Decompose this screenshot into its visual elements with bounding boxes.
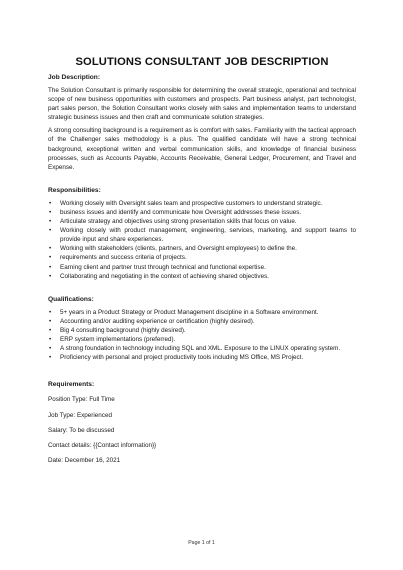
qualifications-heading: Qualifications: [48, 295, 94, 303]
contact-details: Contact details: {{Contact information}} [48, 442, 157, 449]
list-item: • Earning client and partner trust through technical and functional expertise. [49, 263, 266, 271]
bullet-icon: • [49, 308, 52, 316]
list-item: • requirements and success criteria of projects. [49, 254, 187, 262]
bullet-icon: • [49, 317, 52, 325]
list-item: • Proficiency with personal and project productivity tools including MS Office, MS Project. [49, 354, 304, 362]
bullet-icon: • [49, 199, 52, 207]
bullet-icon: • [49, 354, 52, 362]
bullet-icon: • [49, 326, 52, 334]
job-description-paragraph-2: A strong consulting background is a requirement as is comfort with sales. Familiarity with the tactical approach of the Challenger sales methodology is a plus. The qualified candidate will have a strong technical background, exceptional written and verbal communication skills, and knowledge of financial business processes, such as Accounts Payable, Accounts Receivable, General Ledger, Procurement, and Travel and Expense. [48, 127, 356, 171]
list-item: • Accounting and/or auditing experience or certification (highly desired). [49, 317, 255, 325]
list-item: • Working with stakeholders (clients, partners, and Oversight employees) to define the. [49, 245, 297, 253]
job-type: Job Type: Experienced [48, 411, 112, 419]
bullet-icon: • [49, 254, 52, 262]
bullet-icon: • [49, 218, 52, 226]
list-item: • Collaborating and negotiating in the context of achieving shared objectives. [49, 272, 269, 280]
bullet-icon: • [49, 227, 52, 235]
salary: Salary: To be discussed [48, 426, 115, 434]
bullet-icon: • [49, 335, 52, 343]
list-item: • Working closely with Oversight sales team and prospective customers to understand strategic. [49, 199, 323, 207]
bullet-icon: • [49, 208, 52, 216]
job-description-heading: Job Description: [48, 74, 101, 81]
requirements-heading: Requirements: [48, 381, 95, 389]
list-item: • Articulate strategy and objectives using strong presentation skills that focus on value. [49, 218, 297, 226]
bullet-icon: • [49, 272, 52, 280]
position-type: Position Type: Full Time [48, 396, 115, 404]
document-title: SOLUTIONS CONSULTANT JOB DESCRIPTION [75, 56, 329, 68]
responsibilities-list [48, 199, 356, 281]
list-item: • business issues and identify and communicate how Oversight addresses these issues. [49, 208, 302, 216]
bullet-icon: • [49, 263, 52, 271]
list-item: • Working closely with product management, engineering, services, marketing, and support teams to provide input and share experiences. [49, 227, 356, 244]
list-item: • Big 4 consulting background (highly desired). [49, 326, 186, 334]
list-item: • A strong foundation in technology including SQL and XML. Exposure to the LINUX operating system. [49, 345, 341, 353]
responsibilities-heading: Responsibilities: [48, 186, 101, 194]
document-date: Date: December 16, 2021 [48, 457, 121, 465]
document-body [48, 56, 356, 465]
page-number: Page 1 of 1 [188, 540, 215, 546]
list-item: • ERP system implementations (preferred). [49, 335, 176, 343]
bullet-icon: • [49, 345, 52, 353]
list-item: • 5+ years in a Product Strategy or Product Management discipline in a Software environment. [49, 308, 319, 316]
qualifications-list [48, 308, 356, 363]
job-description-paragraph-1: The Solution Consultant is primarily responsible for determining the overall strategic, operational and technical scope of new business opportunities with customers and prospects. Part business analyst, part technologist, part sales person, the Solution Consultant works closely with sales and implementation teams to understand strategic business issues and then craft and communicate solution strategies. [48, 87, 356, 122]
bullet-icon: • [49, 245, 52, 253]
